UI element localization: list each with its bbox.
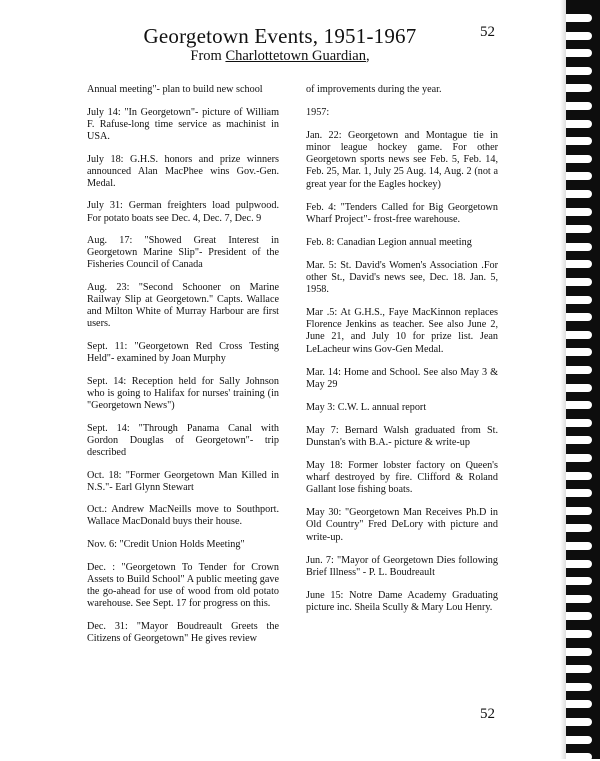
- page-number-top: 52: [480, 24, 495, 40]
- event-entry: Aug. 23: "Second Schooner on Marine Railway Slip at Georgetown." Capts. Wallace and Milton White of Murray Harbour are first users.: [87, 282, 279, 330]
- event-entry: July 31: German freighters load pulpwood. For potato boats see Dec. 4, Dec. 7, Dec. 9: [87, 200, 279, 224]
- event-entry: July 14: "In Georgetown"- picture of William F. Rafuse-long time service as machinist in USA.: [87, 106, 279, 142]
- event-entry: Aug. 17: "Showed Great Interest in Georgetown Marine Slip"- President of the Fisheries Council of Canada: [87, 235, 279, 271]
- binding-loop: [566, 366, 592, 374]
- binding-loop: [566, 260, 592, 268]
- event-entry: Dec. 31: "Mayor Boudreault Greets the Citizens of Georgetown" He gives review: [87, 620, 279, 644]
- binding-loop: [566, 436, 592, 444]
- binding-loop: [566, 67, 592, 75]
- event-entry: May 30: "Georgetown Man Receives Ph.D in Old Country" Fred DeLory with picture and write-up.: [306, 507, 498, 543]
- event-entry: Dec. : "Georgetown To Tender for Crown Assets to Build School" A public meeting gave the go-ahead for use of wood from old potato warehouse. See Sept. 17 for progress on this.: [87, 561, 279, 610]
- binding-loop: [566, 577, 592, 585]
- event-entry: May 7: Bernard Walsh graduated from St. Dunstan's with B.A.- picture & write-up: [306, 424, 498, 448]
- event-entry: Mar. 14: Home and School. See also May 3 & May 29: [306, 366, 498, 390]
- binding-loop: [566, 84, 592, 92]
- event-entry: Nov. 6: "Credit Union Holds Meeting": [87, 539, 245, 551]
- binding-loop: [566, 560, 592, 568]
- binding-loop: [566, 331, 592, 339]
- binding-loop: [566, 700, 592, 708]
- page-title: Georgetown Events, 1951-1967: [143, 24, 417, 48]
- binding-loop: [566, 243, 592, 251]
- binding-loop: [566, 419, 592, 427]
- binding-loop: [566, 648, 592, 656]
- binding-loop: [566, 524, 592, 532]
- event-entry: Feb. 8: Canadian Legion annual meeting: [306, 236, 472, 248]
- binding-loop: [566, 401, 592, 409]
- event-entry: Jun. 7: "Mayor of Georgetown Dies following Brief Illness" - P. L. Boudreault: [306, 554, 498, 578]
- binding-loop: [566, 120, 592, 128]
- binding-loop: [566, 313, 592, 321]
- binding-strip: [566, 0, 600, 759]
- binding-loop: [566, 102, 592, 110]
- event-entry: May 3: C.W. L. annual report: [306, 401, 427, 413]
- event-entry: Feb. 4: "Tenders Called for Big Georgetown Wharf Project"- frost-free warehouse.: [306, 201, 498, 225]
- event-entry: July 18: G.H.S. honors and prize winners announced Alan MacPhee wins Gov.-Gen. Medal.: [87, 153, 279, 189]
- event-entry: Oct.: Andrew MacNeills move to Southport. Wallace MacDonald buys their house.: [87, 504, 279, 528]
- event-entry: June 15: Notre Dame Academy Graduating picture inc. Sheila Scully & Mary Lou Henry.: [306, 589, 498, 613]
- spiral-binding: [566, 0, 600, 759]
- binding-loop: [566, 736, 592, 744]
- binding-loop: [566, 718, 592, 726]
- page-number-bottom: 52: [480, 706, 495, 722]
- binding-loop: [566, 454, 592, 462]
- binding-loop: [566, 665, 592, 673]
- binding-loop: [566, 507, 592, 515]
- event-entry: Jan. 22: Georgetown and Montague tie in minor league hockey game. For other Georgetown sports news see Feb. 5, Feb. 14, Feb. 25, Mar. 1, July 25 Aug. 14, Aug. 2 (not a great year for the Eagles hockey): [306, 130, 498, 190]
- binding-loop: [566, 14, 592, 22]
- binding-loop: [566, 612, 592, 620]
- binding-loop: [566, 753, 592, 761]
- subtitle-suffix: ,: [365, 48, 370, 64]
- event-entry: Mar. 5: St. David's Women's Association .For other St., David's news see, Dec. 18. Jan. 5, 1958.: [306, 259, 498, 296]
- binding-loop: [566, 630, 592, 638]
- binding-loop: [566, 384, 592, 392]
- binding-loop: [566, 49, 592, 57]
- binding-loop: [566, 489, 592, 497]
- subtitle-source: Charlottetown Guardian: [225, 48, 366, 64]
- binding-loop: [566, 542, 592, 550]
- binding-loop: [566, 683, 592, 691]
- binding-loop: [566, 172, 592, 180]
- event-entry: Annual meeting"- plan to build new school: [87, 84, 263, 95]
- page-subtitle: [0, 48, 560, 65]
- binding-loop: [566, 296, 592, 304]
- event-entry: Sept. 14: "Through Panama Canal with Gordon Douglas of Georgetown"- trip described: [87, 422, 279, 458]
- event-entry: of improvements during the year.: [306, 84, 442, 95]
- event-entry: Oct. 18: "Former Georgetown Man Killed in N.S."- Earl Glynn Stewart: [87, 469, 279, 493]
- binding-loop: [566, 32, 592, 40]
- binding-loop: [566, 225, 592, 233]
- binding-loop: [566, 595, 592, 603]
- event-entry: May 18: Former lobster factory on Queen's wharf destroyed by fire. Clifford & Roland Gallant lose fishing boats.: [306, 460, 498, 496]
- event-entry: Sept. 11: "Georgetown Red Cross Testing Held"- examined by Joan Murphy: [87, 341, 279, 365]
- binding-loop: [566, 137, 592, 145]
- binding-loop: [566, 472, 592, 480]
- binding-loop: [566, 208, 592, 216]
- binding-loop: [566, 278, 592, 286]
- year-heading: 1957:: [306, 107, 330, 119]
- binding-loop: [566, 155, 592, 163]
- event-entry: Mar .5: At G.H.S., Faye MacKinnon replaces Florence Jenkins as teacher. See also June 2, June 21, and July 10 for prize list. Jean LeLacheur wins Gov-Gen Medal.: [306, 307, 498, 355]
- binding-loop: [566, 348, 592, 356]
- left-column: [87, 84, 279, 656]
- right-column: [306, 84, 498, 625]
- binding-loop: [566, 190, 592, 198]
- subtitle-prefix: From: [190, 48, 226, 64]
- event-entry: Sept. 14: Reception held for Sally Johnson who is going to Halifax for nurses' training (in "Georgetown News"): [87, 375, 279, 412]
